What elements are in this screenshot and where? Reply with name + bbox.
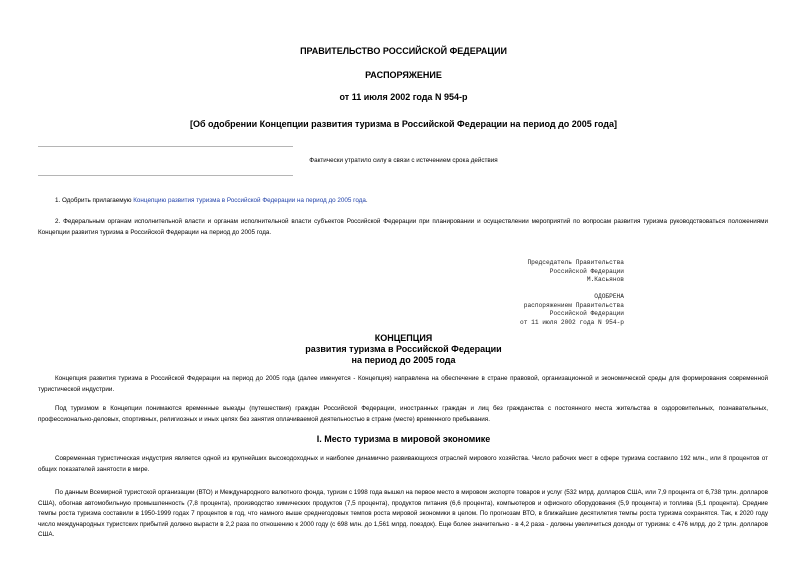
section-1-paragraph-2-text: По данным Всемирной туристской организации (ВТО) и Международного валютного фонда, туризм с 1998 года вышел на первое место в мировом экспорте товаров и услуг (532 млрд. долларов США, или 7,9 процента от 6,738 трлн. долларов США), обогнав автомобильную промышленность (7,8 процента), производство химических продуктов (7,5 процента), продуктов питания (6,6 процента), компьютеров и офисного оборудования (5,9 процента) и топлива (5,1 процента). Средние темпы роста туризма составили в 1950-1999 годах 7 процентов в год, что намного выше среднегодовых темпов роста мировой экономики в целом. По прогнозам ВТО, в ближайшие десятилетия темпы роста туризма сохранятся. Так, к 2020 году число международных туристских прибытий должно вырасти в 2,2 раза по отношению к 2000 году (с 698 млн. до 1,561 млрд. поездок). Еще более значительно - в 4,2 раза - должны увеличиться доходы от туризма: с 476 млрд. до 2 трлн. долларов США. [38,489,768,538]
approval-line-3: Российской Федерации [549,310,624,317]
clause-1-suffix: . [365,197,368,204]
signature-block [470,259,624,285]
clause-2 [38,217,768,238]
concept-title: КОНЦЕПЦИЯ [374,333,433,343]
approval-block [470,293,624,327]
clause-1-prefix: 1. Одобрить прилагаемую [55,197,134,204]
concept-paragraph-2-text: Под туризмом в Концепции понимаются временные выезды (путешествия) граждан Российской Федерации, иностранных граждан и лиц без гражданства с постоянного места жительства в оздоровительных, познавательных, профессионально-деловых, спортивных, религиозных и иных целях без занятия оплачиваемой деятельностью в стране (месте) временного пребывания. [38,405,768,423]
approval-line-2: распоряжением Правительства [523,301,624,309]
concept-paragraph-2 [38,404,768,425]
section-1-heading: I. Место туризма в мировой экономике [316,434,491,444]
status-note: Фактически утратило силу в связи с истечением срока действия [309,157,498,164]
approval-line-4: от 11 июля 2002 года N 954-р [520,318,624,326]
section-1-paragraph-1 [38,454,768,475]
clause-1 [38,196,768,207]
divider-top [38,146,293,147]
concept-paragraph-1-text: Концепция развития туризма в Российской Федерации на период до 2005 года (далее именуется - Концепция) направлена на обеспечение в стране правовой, организационной и экономической среды для формирования современной туристической индустрии. [38,375,768,393]
document-type: РАСПОРЯЖЕНИЕ [365,70,442,80]
signature-line-1: Председатель Правительства [527,259,624,266]
signature-name: М.Касьянов [586,276,624,283]
signature-line-2: Российской Федерации [549,267,624,275]
concept-link[interactable]: Концепцию развития туризма в Российской Федерации на период до 2005 года [133,197,366,204]
concept-paragraph-1 [38,374,768,395]
document-title: [Об одобрении Концепции развития туризма в Российской Федерации на период до 2005 года] [189,119,618,129]
divider-bottom [38,175,293,176]
concept-subtitle-1: развития туризма в Российской Федерации [305,344,502,354]
section-1-paragraph-2 [38,488,768,541]
government-name: ПРАВИТЕЛЬСТВО РОССИЙСКОЙ ФЕДЕРАЦИИ [300,46,507,56]
section-1-paragraph-1-text: Современная туристическая индустрия является одной из крупнейших высокодоходных и наиболее динамично развивающихся отраслей мирового хозяйства. Число рабочих мест в сфере туризма составило 192 млн., или 8 процентов от общих показателей занятости в мире. [38,455,768,473]
concept-subtitle-2: на период до 2005 года [351,355,456,365]
approval-line-1: ОДОБРЕНА [594,293,624,300]
clause-2-text: 2. Федеральным органам исполнительной власти и органам исполнительной власти субъектов Российской Федерации при планировании и осуществлении мероприятий по вопросам развития туризма руководствоваться положениями Концепции развития туризма в Российской Федерации на период до 2005 года. [38,218,768,236]
document-date-number: от 11 июля 2002 года N 954-р [339,92,468,102]
